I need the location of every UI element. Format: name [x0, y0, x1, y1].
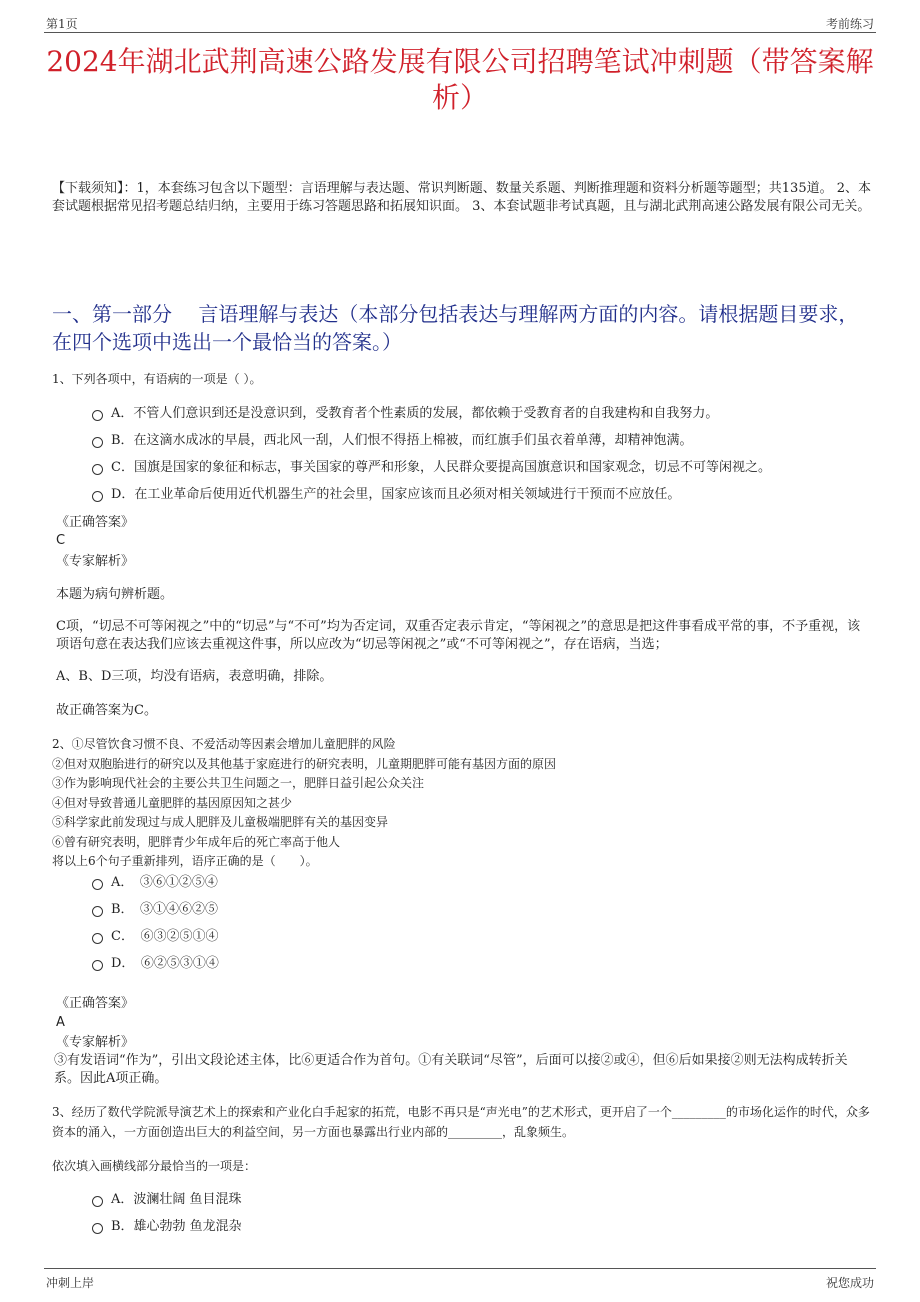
q1-option-c[interactable]: C．国旗是国家的象征和标志，事关国家的尊严和形象，人民群众要提高国旗意识和国家观念，切忌不可等闲视之。 [92, 458, 882, 478]
question-2-stem [52, 735, 872, 872]
header-label: 考前练习 [825, 17, 874, 31]
header-rule [44, 32, 876, 33]
q2-stem-line: ②但对双胞胎进行的研究以及其他基于家庭进行的研究表明，儿童期肥胖可能有基因方面的原因 [52, 756, 557, 771]
q3-instruction: 依次填入画横线部分最恰当的一项是： [52, 1159, 257, 1173]
footer-rule [44, 1268, 876, 1269]
footer-right: 祝您成功 [825, 1276, 874, 1290]
footer-left: 冲刺上岸 [46, 1276, 95, 1290]
q1-option-a[interactable]: A．不管人们意识到还是没意识到，受教育者个性素质的发展，都依赖于受教育者的自我建构和自我努力。 [92, 404, 882, 424]
radio-icon[interactable] [92, 491, 103, 502]
question-3-stem: 3、经历了数代学院派导演艺术上的探索和产业化白手起家的拓荒，电影不再只是“声光电”的艺术形式，更开启了一个_________的市场化运作的时代，众多资本的涌入，一方面创造出巨大的利益空间，另一方面也暴露出行业内部的_________，乱象频生。 [52, 1105, 870, 1139]
q2-stem-line: ③作为影响现代社会的主要公共卫生问题之一，肥胖日益引起公众关注 [52, 776, 425, 790]
q2-analysis-label: 《专家解析》 [56, 1035, 135, 1050]
q2-option-b[interactable]: B． ③①④⑥②⑤ [92, 900, 882, 920]
page-number: 第1页 [46, 17, 78, 31]
radio-icon[interactable] [92, 933, 103, 944]
q1-analysis-label: 《专家解析》 [56, 554, 135, 569]
q2-stem-line: ⑥曾有研究表明，肥胖青少年成年后的死亡率高于他人 [52, 834, 341, 849]
q2-stem-line: 将以上6个句子重新排列，语序正确的是（ ）。 [52, 854, 318, 868]
q1-analysis-line: 本题为病句辨析题。 [56, 587, 174, 602]
radio-icon[interactable] [92, 1196, 103, 1207]
q3-option-b[interactable]: B．雄心勃勃 鱼龙混杂 [92, 1217, 882, 1237]
q1-answer-label: 《正确答案》 [56, 515, 135, 530]
q1-analysis-line: A、B、D三项，均没有语病，表意明确，排除。 [56, 669, 333, 684]
q3-option-a[interactable]: A．波澜壮阔 鱼目混珠 [92, 1190, 882, 1210]
radio-icon[interactable] [92, 906, 103, 917]
q1-analysis-line: C项，“切忌不可等闲视之”中的“切忌”与“不可”均为否定词，双重否定表示肯定，“等闲视之”的意思是把这件事看成平常的事，不予重视，该项语句意在表达我们应该去重视这件事，所以应改为“切忌等闲视之”或“不可等闲视之”，存在语病，当选； [56, 619, 861, 652]
radio-icon[interactable] [92, 410, 103, 421]
q1-answer: C [56, 533, 66, 548]
q2-stem-line: ⑤科学家此前发现过与成人肥胖及儿童极端肥胖有关的基因变异 [52, 815, 389, 829]
q2-answer: A [56, 1015, 65, 1030]
download-notice: 【下载须知】：1，本套练习包含以下题型：言语理解与表达题、常识判断题、数量关系题、判断推理题和资料分析题等题型；共135道。 2、本套试题根据常见招考题总结归纳，主要用于练习答题思路和拓展知识面。 3、本套试题非考试真题，且与湖北武荆高速公路发展有限公司无关。 [52, 181, 871, 214]
q2-stem-line: 2、①尽管饮食习惯不良、不爱活动等因素会增加儿童肥胖的风险 [52, 737, 396, 751]
radio-icon[interactable] [92, 960, 103, 971]
q1-option-b[interactable]: B．在这滴水成冰的早晨，西北风一刮，人们恨不得捂上棉被，而红旗手们虽衣着单薄，却精神饱满。 [92, 431, 882, 451]
section-heading: 一、第一部分 言语理解与表达（本部分包括表达与理解两方面的内容。请根据题目要求，在四个选项中选出一个最恰当的答案。） [52, 302, 859, 354]
radio-icon[interactable] [92, 464, 103, 475]
q2-option-c[interactable]: C． ⑥③②⑤①④ [92, 927, 882, 947]
radio-icon[interactable] [92, 879, 103, 890]
q2-option-a[interactable]: A． ③⑥①②⑤④ [92, 873, 882, 893]
radio-icon[interactable] [92, 1223, 103, 1234]
q2-analysis: ③有发语词“作为”，引出文段论述主体，比⑥更适合作为首句。①有关联词“尽管”，后面可以接②或④，但⑥后如果接②则无法构成转折关系。因此A项正确。 [54, 1053, 848, 1086]
radio-icon[interactable] [92, 437, 103, 448]
page-title: 2024年湖北武荆高速公路发展有限公司招聘笔试冲刺题（带答案解析） [46, 45, 874, 114]
question-1-stem: 1、下列各项中，有语病的一项是（ ）。 [52, 372, 262, 386]
q2-option-d[interactable]: D． ⑥②⑤③①④ [92, 954, 882, 974]
q2-stem-line: ④但对导致普通儿童肥胖的基因原因知之甚少 [52, 795, 293, 810]
q2-answer-label: 《正确答案》 [56, 996, 135, 1011]
q1-option-d[interactable]: D．在工业革命后使用近代机器生产的社会里，国家应该而且必须对相关领域进行干预而不应放任。 [92, 485, 882, 505]
q1-analysis-line: 故正确答案为C。 [56, 703, 157, 718]
